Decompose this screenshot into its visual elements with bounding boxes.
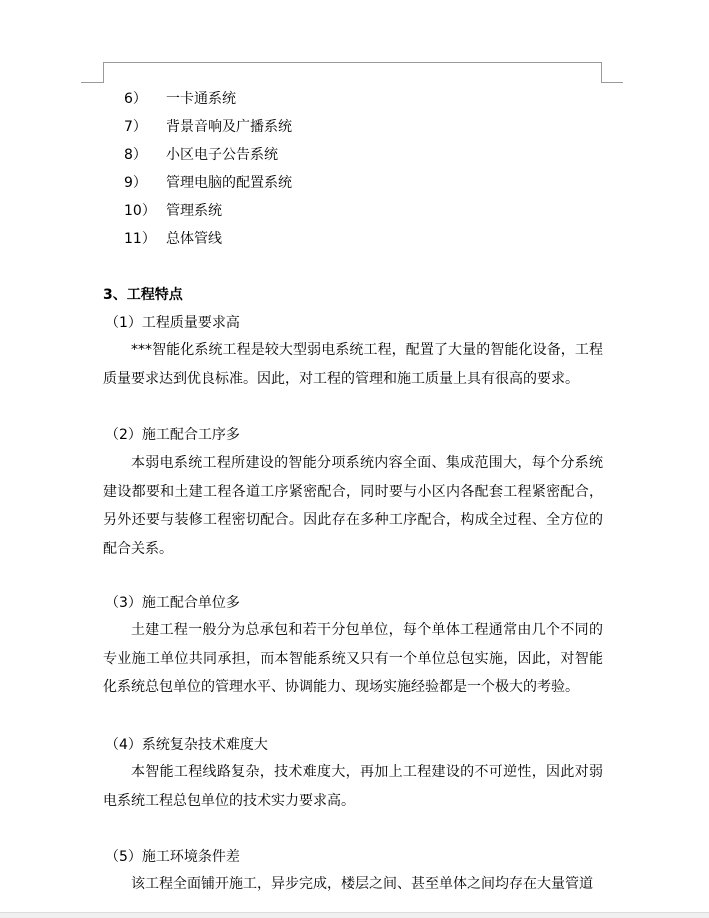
list-item-number: 10） [124, 203, 156, 219]
subsection-body: 本弱电系统工程所建设的智能分项系统内容全面、集成范围大，每个分系统建设都要和土建工程各道工序紧密配合，同时要与小区内各配套工程紧密配合，另外还要与装修工程密切配合。因此存在多种工序配合，构成全过程、全方位的配合关系。 [103, 455, 603, 558]
crop-mark-left-horizontal [81, 82, 103, 83]
list-item-label: 小区电子公告系统 [166, 147, 278, 163]
list-item-number: 9） [124, 175, 147, 191]
subsection-title: （3）施工配合单位多 [105, 595, 240, 611]
crop-mark-right-horizontal [601, 82, 623, 83]
section-heading: 3、工程特点 [103, 287, 183, 303]
list-item-number: 6） [124, 91, 147, 107]
list-item-label: 管理电脑的配置系统 [166, 175, 292, 191]
list-item-number: 7） [124, 119, 147, 135]
subsection-title: （4）系统复杂技术难度大 [105, 737, 268, 753]
list-item-label: 一卡通系统 [166, 91, 236, 107]
subsection-title: （2）施工配合工序多 [105, 427, 240, 443]
list-item-number: 8） [124, 147, 147, 163]
list-item-label: 总体管线 [166, 231, 222, 247]
list-item-label: 管理系统 [166, 203, 222, 219]
crop-mark-right-vertical [601, 62, 602, 83]
subsection-body: ***智能化系统工程是较大型弱电系统工程，配置了大量的智能化设备，工程质量要求达到优良标准。因此，对工程的管理和施工质量上具有很高的要求。 [103, 342, 603, 387]
subsection-body: 土建工程一般分为总承包和若干分包单位，每个单体工程通常由几个不同的专业施工单位共同承担，而本智能系统又只有一个单位总包实施，因此，对智能化系统总包单位的管理水平、协调能力、现场实施经验都是一个极大的考验。 [103, 622, 603, 696]
header-border-line [103, 62, 601, 63]
crop-mark-left-vertical [103, 62, 104, 83]
list-item-label: 背景音响及广播系统 [166, 119, 292, 135]
subsection-body: 该工程全面铺开施工，异步完成，楼层之间、甚至单体之间均存在大量管道 [131, 876, 593, 892]
subsection-title: （5）施工环境条件差 [105, 849, 240, 865]
page-bottom-edge [0, 912, 709, 918]
subsection-title: （1）工程质量要求高 [105, 315, 240, 331]
list-item-number: 11） [124, 231, 156, 247]
subsection-body: 本智能工程线路复杂，技术难度大，再加上工程建设的不可逆性，因此对弱电系统工程总包单位的技术实力要求高。 [103, 764, 603, 809]
